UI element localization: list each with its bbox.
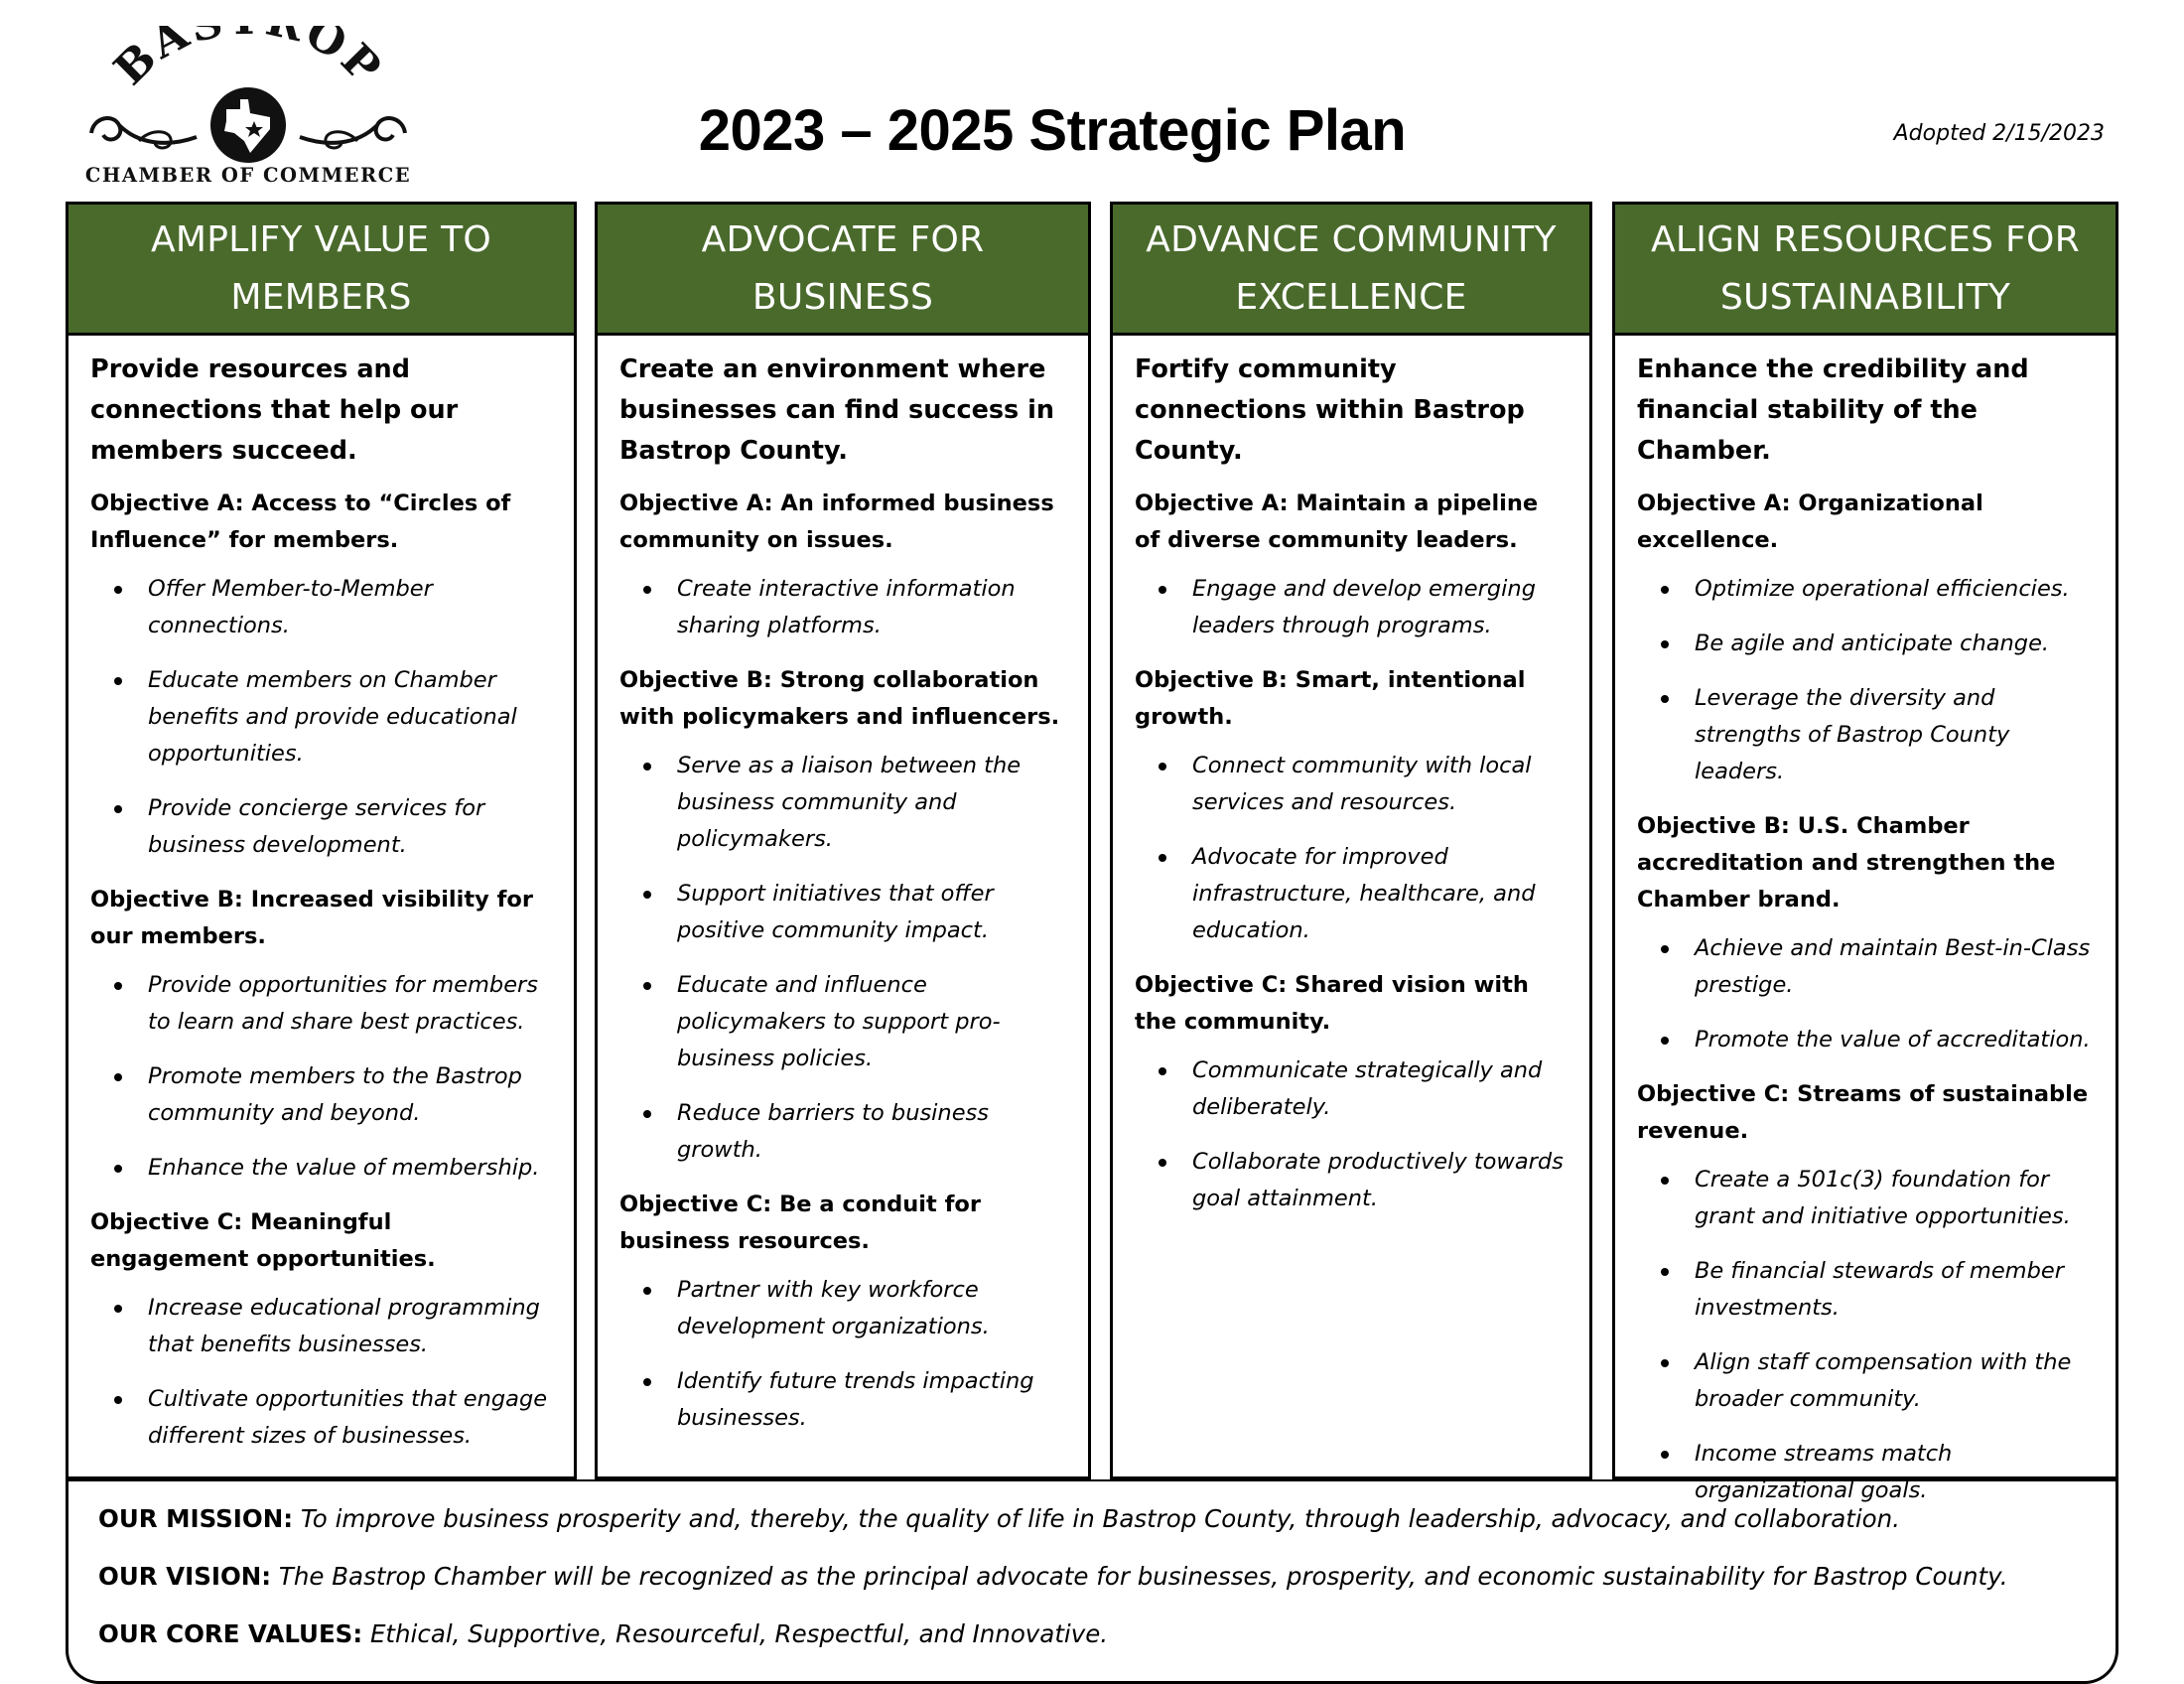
mission-vision-values-box	[66, 1479, 2118, 1684]
bullet-item: Educate and influence policymakers to support pro-business policies.	[619, 967, 1066, 1077]
bullet-item: Educate members on Chamber benefits and provide educational opportunities.	[90, 662, 552, 772]
bullet-item: Promote members to the Bastrop community and beyond.	[90, 1058, 552, 1132]
pillar-goal: Fortify community connections within Bastrop County.	[1135, 354, 1525, 466]
objective-title: Objective A: An informed business community on issues.	[619, 491, 1054, 553]
vision-statement	[98, 1561, 2086, 1593]
bullet-item: Advocate for improved infrastructure, healthcare, and education.	[1135, 839, 1568, 949]
bullet-item: Offer Member-to-Member connections.	[90, 571, 552, 644]
pillar-goal: Create an environment where businesses can find success in Bastrop County.	[619, 354, 1055, 466]
bullet-item: Be agile and anticipate change.	[1637, 626, 2094, 662]
bullet-item: Optimize operational efficiencies.	[1637, 571, 2094, 608]
bullet-item: Collaborate productively towards goal attainment.	[1135, 1144, 1568, 1217]
core-values-statement	[98, 1618, 2086, 1650]
bullet-item: Connect community with local services and resources.	[1135, 748, 1568, 821]
objective-bullets	[90, 1290, 552, 1455]
objective-bullets	[619, 748, 1066, 1169]
pillar-amplify-value	[66, 202, 577, 1479]
pillar-heading: ADVANCE COMMUNITY EXCELLENCE	[1113, 205, 1589, 336]
mission-statement	[98, 1503, 2086, 1535]
bullet-item: Be financial stewards of member investments.	[1637, 1253, 2094, 1327]
objective-bullets	[90, 571, 552, 864]
objective-bullets	[1135, 571, 1568, 644]
bullet-item: Achieve and maintain Best-in-Class prestige.	[1637, 930, 2094, 1004]
mission-text: To improve business prosperity and, thereby, the quality of life in Bastrop County, through leadership, advocacy, and collaboration.	[300, 1504, 1900, 1533]
bullet-item: Cultivate opportunities that engage different sizes of businesses.	[90, 1381, 552, 1455]
bullet-item: Create interactive information sharing platforms.	[619, 571, 1066, 644]
objective-bullets	[1135, 1052, 1568, 1217]
objective-bullets	[1637, 930, 2094, 1058]
objective-title: Objective A: Access to “Circles of Influence” for members.	[90, 491, 511, 553]
chamber-logo	[79, 26, 417, 190]
bullet-item: Income streams match organizational goals.	[1637, 1436, 2094, 1509]
objective-bullets	[1637, 1162, 2094, 1509]
vision-label: OUR VISION:	[98, 1562, 272, 1591]
pillar-advance-community	[1110, 202, 1592, 1479]
pillar-goal: Enhance the credibility and financial stability of the Chamber.	[1637, 354, 2029, 466]
objective-title: Objective C: Shared vision with the community.	[1135, 972, 1529, 1035]
pillar-body	[1113, 336, 1589, 1235]
bullet-item: Provide opportunities for members to learn and share best practices.	[90, 967, 552, 1041]
bullet-item: Provide concierge services for business development.	[90, 790, 552, 864]
objective-bullets	[1135, 748, 1568, 949]
logo-subtitle-text: CHAMBER OF COMMERCE	[84, 164, 412, 187]
objective-title: Objective B: Smart, intentional growth.	[1135, 667, 1526, 730]
pillar-heading: AMPLIFY VALUE TO MEMBERS	[68, 205, 574, 336]
objective-title: Objective B: U.S. Chamber accreditation and strengthen the Chamber brand.	[1637, 813, 2056, 912]
objective-bullets	[619, 571, 1066, 644]
objective-title: Objective B: Increased visibility for our members.	[90, 887, 533, 949]
vision-text: The Bastrop Chamber will be recognized as the principal advocate for businesses, prosperity, and economic sustainability for Bastrop County.	[278, 1562, 2008, 1591]
core-values-text: Ethical, Supportive, Resourceful, Respectful, and Innovative.	[369, 1619, 1109, 1648]
pillar-body	[68, 336, 574, 1473]
logo-name-text: BA OP	[104, 26, 392, 95]
bullet-item: Serve as a liaison between the business community and policymakers.	[619, 748, 1066, 858]
mission-label: OUR MISSION:	[98, 1504, 294, 1533]
objective-title: Objective A: Maintain a pipeline of diverse community leaders.	[1135, 491, 1539, 553]
bullet-item: Support initiatives that offer positive community impact.	[619, 876, 1066, 949]
pillar-align-resources	[1612, 202, 2118, 1503]
bullet-item: Leverage the diversity and strengths of Bastrop County leaders.	[1637, 680, 2094, 790]
objective-bullets	[1637, 571, 2094, 790]
bullet-item: Align staff compensation with the broader community.	[1637, 1344, 2094, 1418]
objective-title: Objective C: Meaningful engagement opportunities.	[90, 1209, 436, 1272]
objective-title: Objective C: Streams of sustainable revenue.	[1637, 1081, 2089, 1144]
objective-title: Objective C: Be a conduit for business resources.	[619, 1192, 981, 1254]
objective-title: Objective B: Strong collaboration with policymakers and influencers.	[619, 667, 1060, 730]
bullet-item: Partner with key workforce development organizations.	[619, 1272, 1066, 1345]
bullet-item: Enhance the value of membership.	[90, 1150, 552, 1187]
pillar-heading: ADVOCATE FOR BUSINESS	[598, 205, 1088, 336]
objective-bullets	[619, 1272, 1066, 1437]
bullet-item: Reduce barriers to business growth.	[619, 1095, 1066, 1169]
bullet-item: Promote the value of accreditation.	[1637, 1022, 2094, 1058]
adopted-date: Adopted 2/15/2023	[1893, 121, 2105, 146]
bullet-item: Increase educational programming that benefits businesses.	[90, 1290, 552, 1363]
page-title: 2023 – 2025 Strategic Plan	[698, 98, 1407, 163]
logo-graphic	[79, 26, 417, 190]
pillar-goal: Provide resources and connections that help our members succeed.	[90, 354, 459, 466]
objective-bullets	[90, 967, 552, 1187]
bullet-item: Identify future trends impacting businesses.	[619, 1363, 1066, 1437]
pillar-body	[598, 336, 1088, 1455]
pillar-advocate-business	[595, 202, 1091, 1479]
core-values-label: OUR CORE VALUES:	[98, 1619, 363, 1648]
bullet-item: Create a 501c(3) foundation for grant and initiative opportunities.	[1637, 1162, 2094, 1235]
objective-title: Objective A: Organizational excellence.	[1637, 491, 1983, 553]
pillar-heading: ALIGN RESOURCES FOR SUSTAINABILITY	[1615, 205, 2116, 336]
bullet-item: Engage and develop emerging leaders through programs.	[1135, 571, 1568, 644]
pillar-body	[1615, 336, 2116, 1527]
bullet-item: Communicate strategically and deliberately.	[1135, 1052, 1568, 1126]
